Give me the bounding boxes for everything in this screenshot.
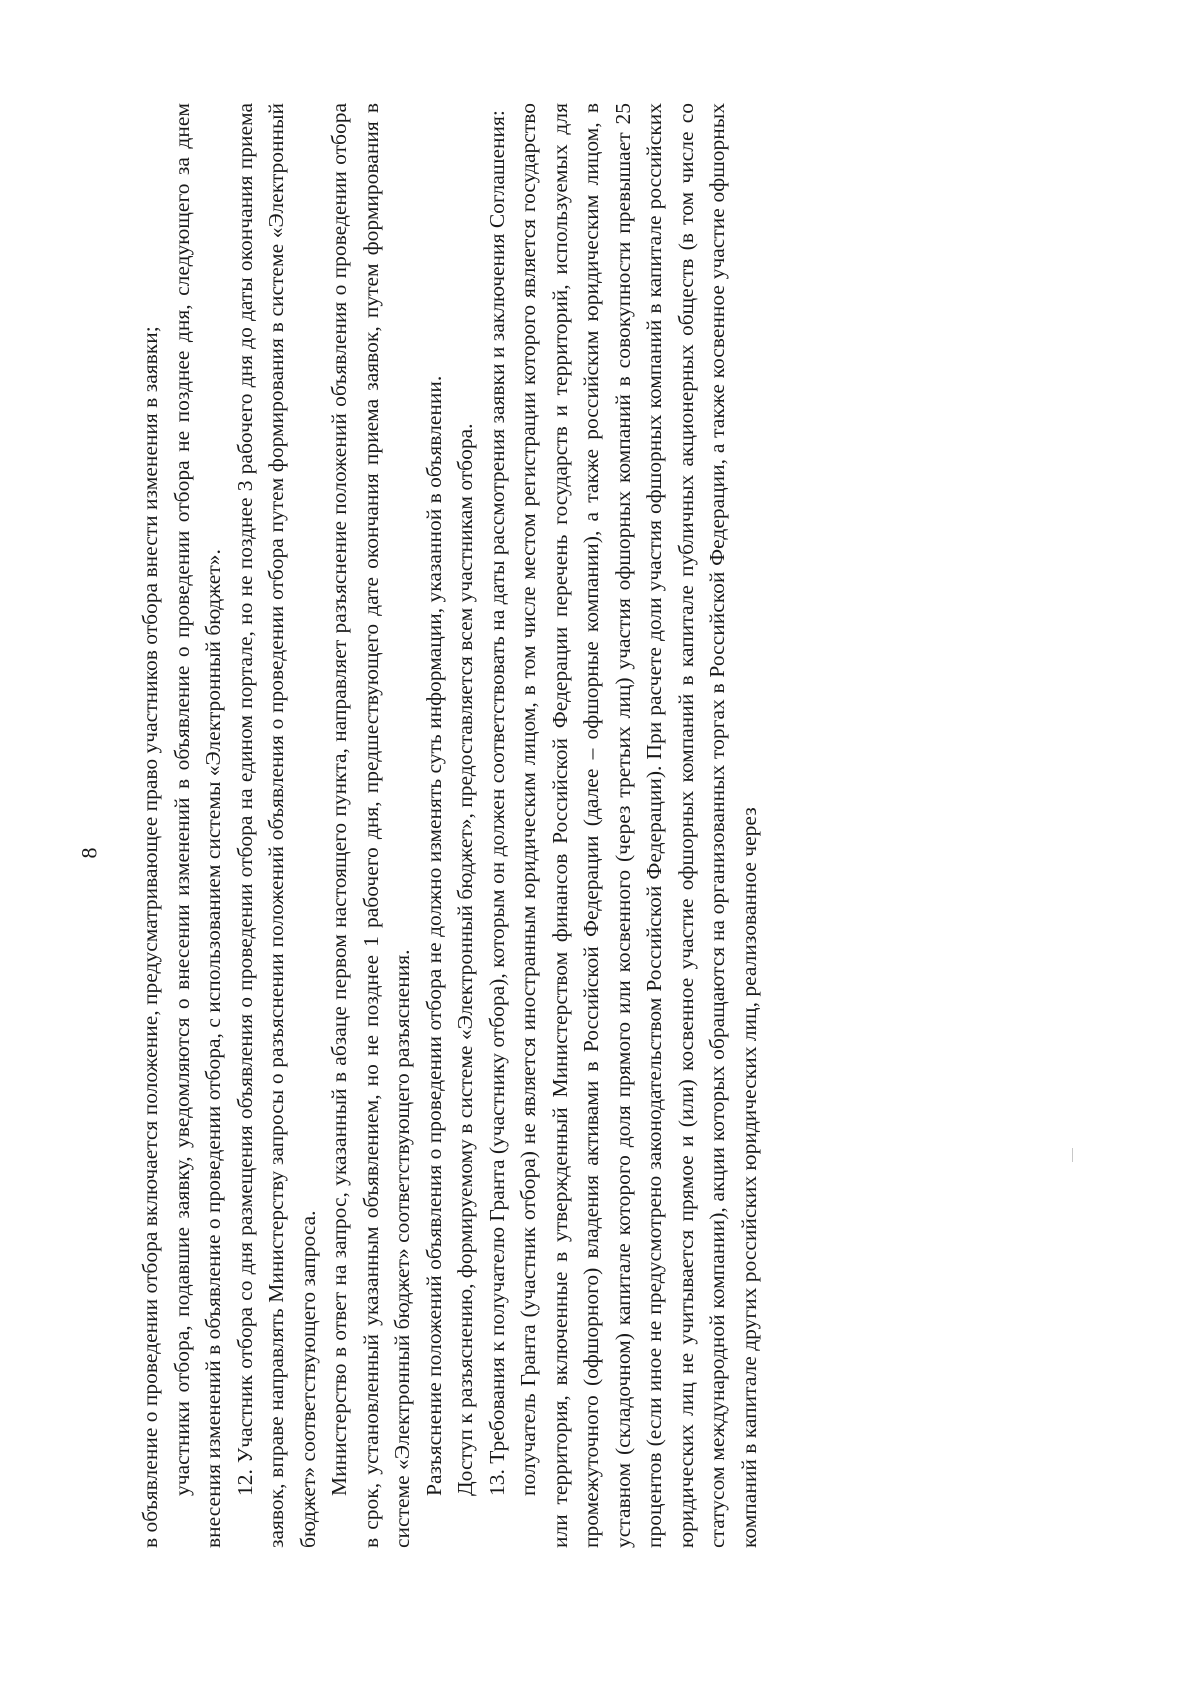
paragraph: Разъяснение положений объявления о проведении отбора не должно изменять суть информации, указанной в объявлении. (421, 375, 446, 1496)
paragraph: в объявление о проведении отбора включается положение, предусматривающее право участников отбора внести изменения в заявки; (138, 326, 162, 1548)
paragraph: 12. Участник отбора со дня размещения объявления о проведении отбора на едином портале, но не позднее 3 рабочего дня до даты окончания приема заявок, вправе направлять Министерству запросы о разъяснении положений объявления о проведении отбора путем формирования в системе «Электронный бюджет» соответствующего запроса. (232, 103, 320, 1548)
document-body (135, 103, 765, 1548)
paragraph: Доступ к разъяснению, формируемому в системе «Электронный бюджет», предоставляется всем участникам отбора. (453, 423, 477, 1496)
paragraph: получатель Гранта (участник отбора) не является иностранным юридическим лицом, в том числе местом регистрации которого является государство или территория, включенные в утвержденный Министерством финансов Российской Федерации перечень государств и территорий, используемых для промежуточного (офшорного) владения активами в Российской Федерации (далее – офшорные компании), а также российским юридическим лицом, в уставном (складочном) капитале которого доля прямого или косвенного (через третьих лиц) участия офшорных компаний в совокупности превышает 25 процентов (если иное не предусмотрено законодательством Российской Федерации). При расчете доли участия офшорных компаний в капитале российских юридических лиц не учитывается прямое и (или) косвенное участие офшорных компаний в капитале публичных акционерных обществ (в том числе со статусом международной компании), акции которых обращаются на организованных торгах в Российской Федерации, а также косвенное участие офшорных компаний в капитале других российских юридических лиц, реализованное через (516, 103, 761, 1548)
scan-artifact (1072, 1148, 1073, 1162)
paragraph: участники отбора, подавшие заявку, уведомляются о внесении изменений в объявление о проведении отбора не позднее дня, следующего за днем внесения изменений в объявление о проведении отбора, с использованием системы «Электронный бюджет». (169, 103, 225, 1548)
paragraph: Министерство в ответ на запрос, указанный в абзаце первом настоящего пункта, направляет разъяснение положений объявления о проведении отбора в срок, установленный указанным объявлением, но не позднее 1 рабочего дня, предшествующего дате окончания приема заявок, путем формирования в системе «Электронный бюджет» соответствующего разъяснения. (327, 103, 414, 1548)
paragraph: 13. Требования к получателю Гранта (участнику отбора), которым он должен соответствовать на даты рассмотрения заявки и заключения Соглашения: (484, 110, 509, 1496)
page-number: 8 (76, 847, 102, 859)
